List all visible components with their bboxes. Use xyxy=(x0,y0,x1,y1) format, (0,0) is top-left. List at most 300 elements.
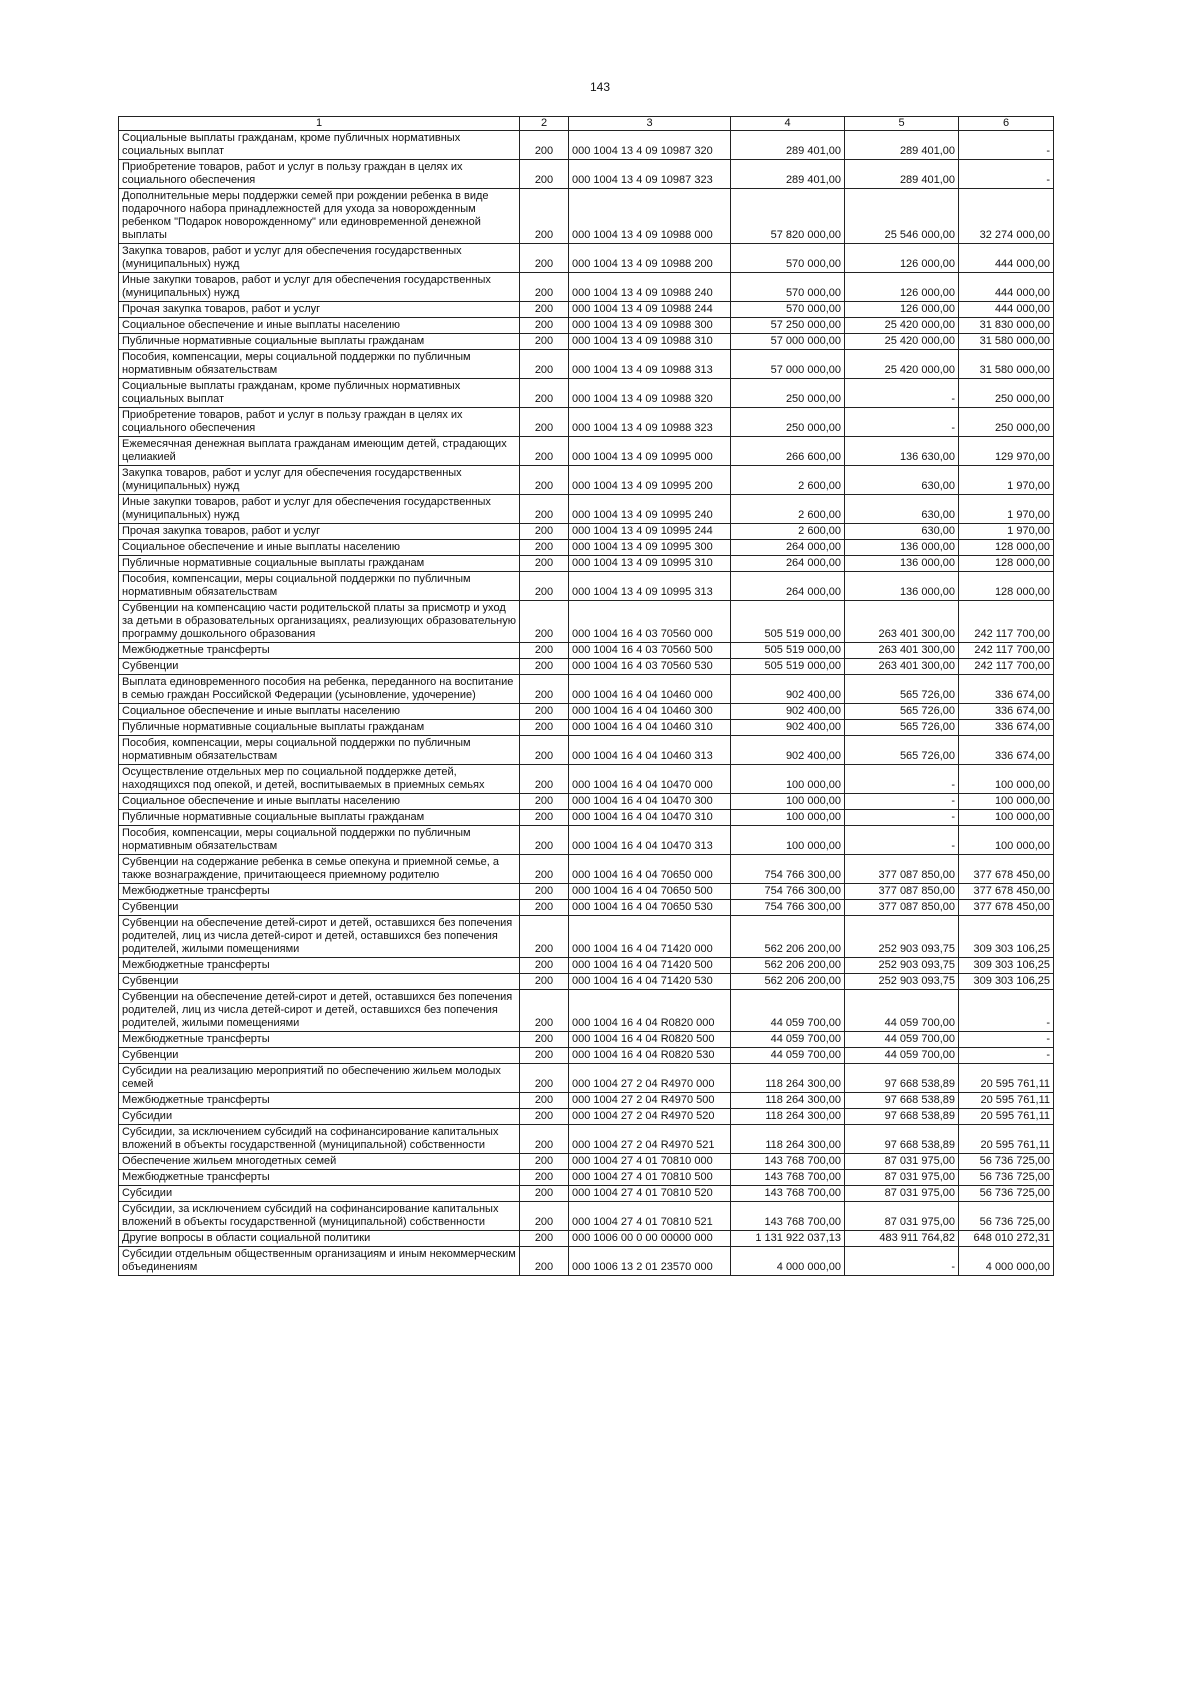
table-header-row xyxy=(119,117,1054,131)
column-header-6: 6 xyxy=(959,117,1054,131)
row-amount-col4: 100 000,00 xyxy=(731,810,845,826)
row-code: 200 xyxy=(520,826,569,855)
row-amount-col4: 562 206 200,00 xyxy=(731,916,845,958)
row-amount-col4: 57 250 000,00 xyxy=(731,318,845,334)
row-code: 200 xyxy=(520,884,569,900)
table-row xyxy=(119,974,1054,990)
row-code: 200 xyxy=(520,1202,569,1231)
row-amount-col5: 252 903 093,75 xyxy=(845,916,959,958)
row-name: Пособия, компенсации, меры социальной поддержки по публичным нормативным обязательствам xyxy=(119,572,520,601)
row-amount-col4: 1 131 922 037,13 xyxy=(731,1231,845,1247)
row-amount-col6: 648 010 272,31 xyxy=(959,1231,1054,1247)
row-budget-code: 000 1004 13 4 09 10988 313 xyxy=(569,350,731,379)
table-row xyxy=(119,1109,1054,1125)
row-amount-col5: 483 911 764,82 xyxy=(845,1231,959,1247)
row-amount-col5: 87 031 975,00 xyxy=(845,1170,959,1186)
table-row xyxy=(119,466,1054,495)
row-budget-code: 000 1004 16 4 04 10470 300 xyxy=(569,794,731,810)
row-amount-col6: 1 970,00 xyxy=(959,495,1054,524)
row-amount-col5: - xyxy=(845,826,959,855)
row-name: Межбюджетные трансферты xyxy=(119,1093,520,1109)
row-amount-col5: 136 000,00 xyxy=(845,540,959,556)
row-amount-col4: 250 000,00 xyxy=(731,379,845,408)
row-code: 200 xyxy=(520,765,569,794)
row-code: 200 xyxy=(520,1247,569,1276)
row-amount-col4: 754 766 300,00 xyxy=(731,900,845,916)
row-amount-col4: 570 000,00 xyxy=(731,273,845,302)
row-code: 200 xyxy=(520,1170,569,1186)
row-amount-col5: 263 401 300,00 xyxy=(845,643,959,659)
row-budget-code: 000 1004 27 2 04 R4970 521 xyxy=(569,1125,731,1154)
table-row xyxy=(119,794,1054,810)
row-budget-code: 000 1004 16 4 04 10460 300 xyxy=(569,704,731,720)
row-amount-col5: 87 031 975,00 xyxy=(845,1154,959,1170)
row-name: Межбюджетные трансферты xyxy=(119,1032,520,1048)
row-name: Субвенции на обеспечение детей-сирот и детей, оставшихся без попечения родителей, лиц из числа детей-сирот и детей, оставшихся без попечения родителей, жилыми помещениями xyxy=(119,916,520,958)
row-amount-col4: 143 768 700,00 xyxy=(731,1170,845,1186)
row-budget-code: 000 1004 16 4 04 R0820 500 xyxy=(569,1032,731,1048)
table-row xyxy=(119,736,1054,765)
table-row xyxy=(119,379,1054,408)
row-amount-col4: 4 000 000,00 xyxy=(731,1247,845,1276)
row-budget-code: 000 1004 13 4 09 10988 240 xyxy=(569,273,731,302)
row-amount-col4: 2 600,00 xyxy=(731,495,845,524)
row-amount-col5: 87 031 975,00 xyxy=(845,1202,959,1231)
row-amount-col6: 377 678 450,00 xyxy=(959,855,1054,884)
row-name: Приобретение товаров, работ и услуг в пользу граждан в целях их социального обеспечения xyxy=(119,160,520,189)
row-amount-col6: 336 674,00 xyxy=(959,704,1054,720)
row-budget-code: 000 1004 27 2 04 R4970 520 xyxy=(569,1109,731,1125)
row-amount-col6: 444 000,00 xyxy=(959,302,1054,318)
row-name: Иные закупки товаров, работ и услуг для обеспечения государственных (муниципальных) нужд xyxy=(119,495,520,524)
row-code: 200 xyxy=(520,810,569,826)
row-amount-col4: 118 264 300,00 xyxy=(731,1064,845,1093)
page-number: 143 xyxy=(589,80,611,94)
row-amount-col4: 902 400,00 xyxy=(731,704,845,720)
table-row xyxy=(119,524,1054,540)
row-amount-col4: 44 059 700,00 xyxy=(731,1032,845,1048)
row-budget-code: 000 1004 27 4 01 70810 520 xyxy=(569,1186,731,1202)
row-budget-code: 000 1004 16 4 04 70650 530 xyxy=(569,900,731,916)
row-code: 200 xyxy=(520,1231,569,1247)
row-code: 200 xyxy=(520,958,569,974)
row-amount-col6: 100 000,00 xyxy=(959,794,1054,810)
row-amount-col5: 136 000,00 xyxy=(845,556,959,572)
row-code: 200 xyxy=(520,855,569,884)
row-code: 200 xyxy=(520,659,569,675)
row-amount-col6: 129 970,00 xyxy=(959,437,1054,466)
row-code: 200 xyxy=(520,675,569,704)
row-name: Пособия, компенсации, меры социальной поддержки по публичным нормативным обязательствам xyxy=(119,736,520,765)
row-amount-col6: 100 000,00 xyxy=(959,826,1054,855)
row-name: Публичные нормативные социальные выплаты гражданам xyxy=(119,720,520,736)
row-amount-col4: 902 400,00 xyxy=(731,736,845,765)
table-row xyxy=(119,1093,1054,1109)
row-name: Иные закупки товаров, работ и услуг для обеспечения государственных (муниципальных) нужд xyxy=(119,273,520,302)
row-name: Субсидии отдельным общественным организациям и иным некоммерческим объединениям xyxy=(119,1247,520,1276)
row-amount-col4: 754 766 300,00 xyxy=(731,884,845,900)
row-budget-code: 000 1004 16 4 04 10460 313 xyxy=(569,736,731,765)
row-code: 200 xyxy=(520,524,569,540)
table-row xyxy=(119,437,1054,466)
row-amount-col4: 505 519 000,00 xyxy=(731,601,845,643)
row-code: 200 xyxy=(520,437,569,466)
row-amount-col6: - xyxy=(959,131,1054,160)
row-amount-col6: 20 595 761,11 xyxy=(959,1064,1054,1093)
row-budget-code: 000 1004 16 4 04 10470 313 xyxy=(569,826,731,855)
row-amount-col5: 97 668 538,89 xyxy=(845,1109,959,1125)
row-amount-col6: - xyxy=(959,1032,1054,1048)
row-amount-col4: 754 766 300,00 xyxy=(731,855,845,884)
row-budget-code: 000 1004 16 4 04 R0820 000 xyxy=(569,990,731,1032)
table-row xyxy=(119,1125,1054,1154)
row-name: Субвенции xyxy=(119,974,520,990)
row-amount-col6: 4 000 000,00 xyxy=(959,1247,1054,1276)
row-amount-col4: 100 000,00 xyxy=(731,794,845,810)
row-amount-col4: 289 401,00 xyxy=(731,131,845,160)
row-amount-col4: 264 000,00 xyxy=(731,556,845,572)
row-amount-col5: 565 726,00 xyxy=(845,675,959,704)
row-amount-col4: 562 206 200,00 xyxy=(731,958,845,974)
row-amount-col6: 31 580 000,00 xyxy=(959,334,1054,350)
table-row xyxy=(119,1202,1054,1231)
row-amount-col5: 565 726,00 xyxy=(845,704,959,720)
row-amount-col4: 266 600,00 xyxy=(731,437,845,466)
row-code: 200 xyxy=(520,273,569,302)
row-amount-col6: 377 678 450,00 xyxy=(959,884,1054,900)
row-amount-col6: 250 000,00 xyxy=(959,408,1054,437)
row-amount-col4: 902 400,00 xyxy=(731,720,845,736)
row-name: Закупка товаров, работ и услуг для обеспечения государственных (муниципальных) нужд xyxy=(119,466,520,495)
row-code: 200 xyxy=(520,556,569,572)
row-amount-col6: 100 000,00 xyxy=(959,765,1054,794)
table-row xyxy=(119,765,1054,794)
table-row xyxy=(119,826,1054,855)
table-row xyxy=(119,810,1054,826)
table-row xyxy=(119,273,1054,302)
column-header-4: 4 xyxy=(731,117,845,131)
row-name: Субсидии xyxy=(119,1109,520,1125)
table-row xyxy=(119,958,1054,974)
row-code: 200 xyxy=(520,643,569,659)
row-amount-col6: 444 000,00 xyxy=(959,273,1054,302)
row-code: 200 xyxy=(520,1093,569,1109)
row-name: Закупка товаров, работ и услуг для обеспечения государственных (муниципальных) нужд xyxy=(119,244,520,273)
row-amount-col6: 128 000,00 xyxy=(959,572,1054,601)
row-amount-col6: 242 117 700,00 xyxy=(959,601,1054,643)
row-code: 200 xyxy=(520,495,569,524)
row-amount-col5: 25 420 000,00 xyxy=(845,318,959,334)
row-budget-code: 000 1004 27 2 04 R4970 500 xyxy=(569,1093,731,1109)
row-amount-col5: 377 087 850,00 xyxy=(845,900,959,916)
row-amount-col5: 252 903 093,75 xyxy=(845,958,959,974)
row-name: Социальное обеспечение и иные выплаты населению xyxy=(119,794,520,810)
row-amount-col6: - xyxy=(959,160,1054,189)
row-name: Пособия, компенсации, меры социальной поддержки по публичным нормативным обязательствам xyxy=(119,350,520,379)
row-amount-col4: 570 000,00 xyxy=(731,302,845,318)
row-code: 200 xyxy=(520,794,569,810)
column-header-1: 1 xyxy=(119,117,520,131)
row-amount-col4: 289 401,00 xyxy=(731,160,845,189)
row-amount-col6: - xyxy=(959,990,1054,1032)
row-amount-col6: 128 000,00 xyxy=(959,556,1054,572)
row-amount-col5: 377 087 850,00 xyxy=(845,855,959,884)
row-amount-col6: 56 736 725,00 xyxy=(959,1170,1054,1186)
row-amount-col5: - xyxy=(845,765,959,794)
row-amount-col6: 336 674,00 xyxy=(959,736,1054,765)
row-budget-code: 000 1004 16 4 04 71420 500 xyxy=(569,958,731,974)
row-budget-code: 000 1004 16 4 04 10470 000 xyxy=(569,765,731,794)
table-row xyxy=(119,1048,1054,1064)
row-name: Социальное обеспечение и иные выплаты населению xyxy=(119,540,520,556)
row-amount-col6: 377 678 450,00 xyxy=(959,900,1054,916)
row-amount-col5: - xyxy=(845,810,959,826)
row-amount-col6: - xyxy=(959,1048,1054,1064)
row-code: 200 xyxy=(520,720,569,736)
row-amount-col4: 250 000,00 xyxy=(731,408,845,437)
row-name: Пособия, компенсации, меры социальной поддержки по публичным нормативным обязательствам xyxy=(119,826,520,855)
row-amount-col6: 20 595 761,11 xyxy=(959,1093,1054,1109)
row-code: 200 xyxy=(520,1064,569,1093)
row-code: 200 xyxy=(520,900,569,916)
row-budget-code: 000 1004 13 4 09 10995 240 xyxy=(569,495,731,524)
row-budget-code: 000 1004 16 4 04 R0820 530 xyxy=(569,1048,731,1064)
row-amount-col6: 309 303 106,25 xyxy=(959,974,1054,990)
row-amount-col4: 562 206 200,00 xyxy=(731,974,845,990)
row-amount-col4: 2 600,00 xyxy=(731,524,845,540)
row-name: Субсидии, за исключением субсидий на софинансирование капитальных вложений в объекты государственной (муниципальной) собственности xyxy=(119,1125,520,1154)
row-amount-col5: 263 401 300,00 xyxy=(845,601,959,643)
row-budget-code: 000 1004 27 4 01 70810 521 xyxy=(569,1202,731,1231)
table-row xyxy=(119,1186,1054,1202)
table-row xyxy=(119,131,1054,160)
table-row xyxy=(119,704,1054,720)
table-row xyxy=(119,189,1054,244)
row-budget-code: 000 1004 27 4 01 70810 000 xyxy=(569,1154,731,1170)
table-row xyxy=(119,659,1054,675)
row-name: Прочая закупка товаров, работ и услуг xyxy=(119,302,520,318)
row-amount-col4: 118 264 300,00 xyxy=(731,1093,845,1109)
row-code: 200 xyxy=(520,318,569,334)
column-header-2: 2 xyxy=(520,117,569,131)
row-name: Выплата единовременного пособия на ребенка, переданного на воспитание в семью граждан Российской Федерации (усыновление, удочерение) xyxy=(119,675,520,704)
row-amount-col4: 44 059 700,00 xyxy=(731,1048,845,1064)
row-budget-code: 000 1004 27 4 01 70810 500 xyxy=(569,1170,731,1186)
row-budget-code: 000 1006 13 2 01 23570 000 xyxy=(569,1247,731,1276)
row-amount-col4: 2 600,00 xyxy=(731,466,845,495)
row-amount-col5: 25 420 000,00 xyxy=(845,334,959,350)
table-row xyxy=(119,1064,1054,1093)
row-budget-code: 000 1004 13 4 09 10988 320 xyxy=(569,379,731,408)
row-budget-code: 000 1004 16 4 04 10470 310 xyxy=(569,810,731,826)
table-row xyxy=(119,720,1054,736)
row-code: 200 xyxy=(520,350,569,379)
row-amount-col4: 44 059 700,00 xyxy=(731,990,845,1032)
row-budget-code: 000 1004 16 4 04 70650 000 xyxy=(569,855,731,884)
row-amount-col6: 128 000,00 xyxy=(959,540,1054,556)
row-budget-code: 000 1004 16 4 04 71420 530 xyxy=(569,974,731,990)
row-name: Социальное обеспечение и иные выплаты населению xyxy=(119,704,520,720)
row-amount-col5: 97 668 538,89 xyxy=(845,1125,959,1154)
row-code: 200 xyxy=(520,1154,569,1170)
table-row xyxy=(119,601,1054,643)
row-name: Субвенции xyxy=(119,1048,520,1064)
row-budget-code: 000 1004 13 4 09 10987 320 xyxy=(569,131,731,160)
row-amount-col5: - xyxy=(845,408,959,437)
row-name: Субвенции на обеспечение детей-сирот и детей, оставшихся без попечения родителей, лиц из числа детей-сирот и детей, оставшихся без попечения родителей, жилыми помещениями xyxy=(119,990,520,1032)
row-code: 200 xyxy=(520,1048,569,1064)
row-amount-col5: 44 059 700,00 xyxy=(845,1048,959,1064)
table-row xyxy=(119,408,1054,437)
row-name: Публичные нормативные социальные выплаты гражданам xyxy=(119,556,520,572)
column-header-5: 5 xyxy=(845,117,959,131)
row-amount-col5: 126 000,00 xyxy=(845,273,959,302)
row-code: 200 xyxy=(520,704,569,720)
row-amount-col6: 20 595 761,11 xyxy=(959,1109,1054,1125)
table-row xyxy=(119,884,1054,900)
column-header-3: 3 xyxy=(569,117,731,131)
row-amount-col5: 630,00 xyxy=(845,524,959,540)
row-code: 200 xyxy=(520,572,569,601)
row-code: 200 xyxy=(520,466,569,495)
row-budget-code: 000 1004 13 4 09 10988 323 xyxy=(569,408,731,437)
row-amount-col4: 57 000 000,00 xyxy=(731,350,845,379)
row-name: Публичные нормативные социальные выплаты гражданам xyxy=(119,334,520,350)
row-amount-col6: 242 117 700,00 xyxy=(959,643,1054,659)
row-amount-col6: 100 000,00 xyxy=(959,810,1054,826)
row-name: Межбюджетные трансферты xyxy=(119,643,520,659)
row-amount-col5: 97 668 538,89 xyxy=(845,1093,959,1109)
row-amount-col4: 118 264 300,00 xyxy=(731,1109,845,1125)
table-row xyxy=(119,675,1054,704)
row-amount-col5: 126 000,00 xyxy=(845,302,959,318)
row-code: 200 xyxy=(520,131,569,160)
table-row xyxy=(119,556,1054,572)
row-code: 200 xyxy=(520,1125,569,1154)
row-budget-code: 000 1004 16 4 04 10460 000 xyxy=(569,675,731,704)
row-amount-col5: 289 401,00 xyxy=(845,160,959,189)
row-name: Субвенции на компенсацию части родительской платы за присмотр и уход за детьми в образовательных организациях, реализующих образовательную программу дошкольного образования xyxy=(119,601,520,643)
row-budget-code: 000 1004 13 4 09 10995 300 xyxy=(569,540,731,556)
row-budget-code: 000 1004 13 4 09 10995 313 xyxy=(569,572,731,601)
row-amount-col6: 336 674,00 xyxy=(959,675,1054,704)
row-amount-col5: 136 000,00 xyxy=(845,572,959,601)
row-budget-code: 000 1004 16 4 04 70650 500 xyxy=(569,884,731,900)
row-name: Ежемесячная денежная выплата гражданам имеющим детей, страдающих целиакией xyxy=(119,437,520,466)
row-amount-col5: 630,00 xyxy=(845,466,959,495)
row-budget-code: 000 1004 27 2 04 R4970 000 xyxy=(569,1064,731,1093)
table-row xyxy=(119,350,1054,379)
row-name: Осуществление отдельных мер по социальной поддержке детей, находящихся под опекой, и детей, воспитываемых в приемных семьях xyxy=(119,765,520,794)
row-amount-col5: 377 087 850,00 xyxy=(845,884,959,900)
row-budget-code: 000 1004 13 4 09 10995 244 xyxy=(569,524,731,540)
row-budget-code: 000 1004 16 4 04 10460 310 xyxy=(569,720,731,736)
row-name: Межбюджетные трансферты xyxy=(119,1170,520,1186)
row-code: 200 xyxy=(520,990,569,1032)
row-amount-col5: - xyxy=(845,1247,959,1276)
row-code: 200 xyxy=(520,334,569,350)
row-code: 200 xyxy=(520,244,569,273)
row-amount-col5: - xyxy=(845,794,959,810)
table-row xyxy=(119,643,1054,659)
row-amount-col6: 1 970,00 xyxy=(959,524,1054,540)
row-amount-col4: 100 000,00 xyxy=(731,765,845,794)
row-amount-col6: 31 830 000,00 xyxy=(959,318,1054,334)
row-amount-col6: 336 674,00 xyxy=(959,720,1054,736)
row-amount-col5: 136 630,00 xyxy=(845,437,959,466)
row-budget-code: 000 1004 13 4 09 10987 323 xyxy=(569,160,731,189)
row-name: Приобретение товаров, работ и услуг в пользу граждан в целях их социального обеспечения xyxy=(119,408,520,437)
row-name: Межбюджетные трансферты xyxy=(119,958,520,974)
row-amount-col4: 264 000,00 xyxy=(731,572,845,601)
table-row xyxy=(119,318,1054,334)
table-row xyxy=(119,900,1054,916)
row-code: 200 xyxy=(520,1109,569,1125)
row-name: Прочая закупка товаров, работ и услуг xyxy=(119,524,520,540)
row-amount-col4: 264 000,00 xyxy=(731,540,845,556)
row-amount-col5: 25 420 000,00 xyxy=(845,350,959,379)
row-amount-col5: 252 903 093,75 xyxy=(845,974,959,990)
table-row xyxy=(119,1032,1054,1048)
row-budget-code: 000 1004 13 4 09 10995 000 xyxy=(569,437,731,466)
row-amount-col5: 44 059 700,00 xyxy=(845,1032,959,1048)
row-budget-code: 000 1004 13 4 09 10988 300 xyxy=(569,318,731,334)
row-amount-col5: 97 668 538,89 xyxy=(845,1064,959,1093)
table-row xyxy=(119,244,1054,273)
row-code: 200 xyxy=(520,408,569,437)
row-amount-col4: 57 820 000,00 xyxy=(731,189,845,244)
row-amount-col6: 31 580 000,00 xyxy=(959,350,1054,379)
table-row xyxy=(119,916,1054,958)
row-budget-code: 000 1004 16 4 04 71420 000 xyxy=(569,916,731,958)
row-code: 200 xyxy=(520,601,569,643)
row-code: 200 xyxy=(520,1186,569,1202)
row-amount-col5: 289 401,00 xyxy=(845,131,959,160)
row-code: 200 xyxy=(520,379,569,408)
row-code: 200 xyxy=(520,189,569,244)
row-name: Субвенции на содержание ребенка в семье опекуна и приемной семье, а также вознаграждение, причитающееся приемному родителю xyxy=(119,855,520,884)
row-amount-col5: - xyxy=(845,379,959,408)
table-row xyxy=(119,1247,1054,1276)
row-amount-col6: 309 303 106,25 xyxy=(959,958,1054,974)
row-name: Субсидии, за исключением субсидий на софинансирование капитальных вложений в объекты государственной (муниципальной) собственности xyxy=(119,1202,520,1231)
budget-table xyxy=(118,116,1054,1276)
table-row xyxy=(119,160,1054,189)
table-row xyxy=(119,990,1054,1032)
row-amount-col6: 20 595 761,11 xyxy=(959,1125,1054,1154)
row-amount-col5: 87 031 975,00 xyxy=(845,1186,959,1202)
row-budget-code: 000 1004 13 4 09 10988 000 xyxy=(569,189,731,244)
row-budget-code: 000 1004 16 4 03 70560 530 xyxy=(569,659,731,675)
row-name: Субвенции xyxy=(119,900,520,916)
row-amount-col4: 143 768 700,00 xyxy=(731,1154,845,1170)
row-amount-col4: 505 519 000,00 xyxy=(731,643,845,659)
row-amount-col6: 56 736 725,00 xyxy=(959,1154,1054,1170)
row-code: 200 xyxy=(520,160,569,189)
table-row xyxy=(119,1154,1054,1170)
row-amount-col4: 570 000,00 xyxy=(731,244,845,273)
row-name: Социальные выплаты гражданам, кроме публичных нормативных социальных выплат xyxy=(119,131,520,160)
row-budget-code: 000 1004 13 4 09 10988 310 xyxy=(569,334,731,350)
row-name: Дополнительные меры поддержки семей при рождении ребенка в виде подарочного набора принадлежностей для ухода за новорожденным ребенком "Подарок новорожденному" или единовременной денежной выплаты xyxy=(119,189,520,244)
row-name: Межбюджетные трансферты xyxy=(119,884,520,900)
table-row xyxy=(119,334,1054,350)
row-budget-code: 000 1004 16 4 03 70560 000 xyxy=(569,601,731,643)
row-name: Обеспечение жильем многодетных семей xyxy=(119,1154,520,1170)
row-code: 200 xyxy=(520,302,569,318)
row-name: Социальное обеспечение и иные выплаты населению xyxy=(119,318,520,334)
table-row xyxy=(119,302,1054,318)
